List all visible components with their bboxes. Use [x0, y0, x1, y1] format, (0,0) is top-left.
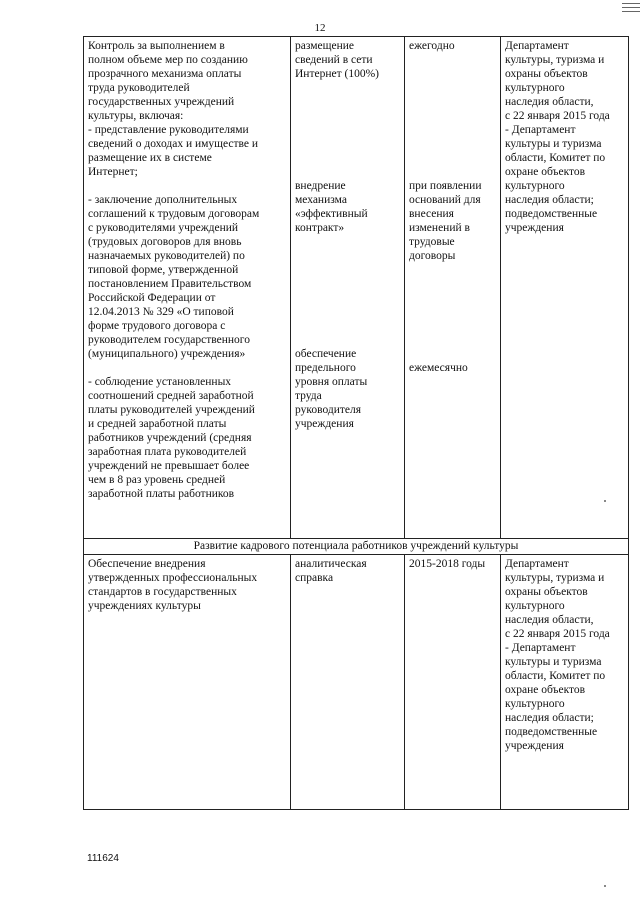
- cell-text-line: внедрение: [295, 180, 346, 192]
- cell-text-line: стандартов в государственных: [88, 586, 237, 598]
- cell-text-line: ежегодно: [409, 40, 455, 52]
- cell-text-line: культурного: [505, 180, 565, 192]
- cell-text-line: [409, 151, 497, 165]
- measure-cell: [84, 555, 291, 810]
- cell-text-line: [409, 277, 497, 291]
- cell-text-line: соотношений средней заработной: [88, 390, 254, 402]
- cell-text-line: культуры, туризма и: [505, 572, 605, 584]
- cell-text-line: назначаемых руководителей) по: [88, 250, 245, 262]
- cell-text-line: механизма: [295, 194, 347, 206]
- cell-text-line: [295, 277, 401, 291]
- document-serial-number: 111624: [87, 853, 119, 864]
- cell-text-line: Обеспечение внедрения: [88, 558, 206, 570]
- cell-text-line: Интернет (100%): [295, 68, 379, 80]
- cell-text-line: [295, 305, 401, 319]
- deadline-cell: [405, 555, 501, 810]
- cell-text-line: Российской Федерации от: [88, 292, 216, 304]
- cell-text-line: с руководителями учреждений: [88, 222, 239, 234]
- cell-text-line: руководителем государственного: [88, 334, 250, 346]
- cell-text-line: [295, 109, 401, 123]
- cell-text-line: области, Комитет по: [505, 152, 606, 164]
- cell-text-line: Департамент: [505, 558, 569, 570]
- cell-text-line: с 22 января 2015 года: [505, 110, 610, 122]
- cell-text-line: 2015-2018 годы: [409, 558, 486, 570]
- cell-text-line: наследия области,: [505, 614, 594, 626]
- table-row: [84, 555, 629, 810]
- cell-text-line: [295, 263, 401, 277]
- cell-text-line: руководителя: [295, 404, 362, 416]
- cell-text-line: предельного: [295, 362, 356, 374]
- cell-text-line: - Департамент: [505, 124, 576, 136]
- cell-text-line: [409, 165, 497, 179]
- cell-text-line: культурного: [505, 82, 565, 94]
- cell-text-line: при появлении: [409, 180, 482, 192]
- cell-text-line: размещение их в системе: [88, 152, 212, 164]
- scan-speck: [604, 885, 606, 887]
- cell-text-line: подведомственные: [505, 726, 598, 738]
- cell-text-line: учреждения: [505, 740, 564, 752]
- cell-text-line: охране объектов: [505, 166, 586, 178]
- cell-text-line: культурного: [505, 600, 565, 612]
- cell-text-line: платы руководителей учреждений: [88, 404, 255, 416]
- cell-text-line: Департамент: [505, 40, 569, 52]
- cell-text-line: ежемесячно: [409, 362, 468, 374]
- cell-text-line: - соблюдение установленных: [88, 376, 232, 388]
- cell-text-line: полном объеме мер по созданию: [88, 54, 248, 66]
- cell-text-line: [409, 305, 497, 319]
- cell-text-line: [295, 81, 401, 95]
- cell-text-line: (трудовых договоров для вновь: [88, 236, 242, 248]
- cell-text-line: учреждений не превышает более: [88, 460, 250, 472]
- cell-text-line: [409, 109, 497, 123]
- cell-text-line: [295, 319, 401, 333]
- cell-text-line: справка: [295, 572, 334, 584]
- cell-text-line: соглашений к трудовым договорам: [88, 208, 260, 220]
- responsible-cell: [501, 37, 629, 539]
- cell-text-line: аналитическая: [295, 558, 367, 570]
- cell-text-line: наследия области;: [505, 194, 594, 206]
- cell-text-line: охраны объектов: [505, 586, 588, 598]
- cell-text-line: [409, 333, 497, 347]
- cell-text-line: работников учреждений (средняя: [88, 432, 252, 444]
- cell-text-line: утвержденных профессиональных: [88, 572, 258, 584]
- cell-text-line: [88, 179, 287, 193]
- cell-text-line: 12.04.2013 № 329 «О типовой: [88, 306, 234, 318]
- section-row: [84, 539, 629, 555]
- cell-text-line: [295, 165, 401, 179]
- cell-text-line: - представление руководителями: [88, 124, 249, 136]
- cell-text-line: заработной платы работников: [88, 488, 235, 500]
- cell-text-line: чем в 8 раз уровень средней: [88, 474, 226, 486]
- measure-cell: [84, 37, 291, 539]
- cell-text-line: уровня оплаты: [295, 376, 368, 388]
- indicator-cell: [291, 37, 405, 539]
- cell-text-line: наследия области;: [505, 712, 594, 724]
- section-title: Развитие кадрового потенциала работников учреждений культуры: [84, 539, 629, 555]
- cell-text-line: [409, 81, 497, 95]
- cell-text-line: (муниципального) учреждения»: [88, 348, 246, 360]
- cell-text-line: культуры и туризма: [505, 656, 602, 668]
- cell-text-line: [295, 291, 401, 305]
- cell-text-line: культуры, включая:: [88, 110, 184, 122]
- cell-text-line: внесения: [409, 208, 454, 220]
- cell-text-line: контракт»: [295, 222, 345, 234]
- cell-text-line: [409, 291, 497, 305]
- cell-text-line: [295, 123, 401, 137]
- cell-text-line: «эффективный: [295, 208, 368, 220]
- table-row: [84, 37, 629, 539]
- cell-text-line: Контроль за выполнением в: [88, 40, 225, 52]
- cell-text-line: учреждения: [505, 222, 564, 234]
- cell-text-line: труда: [295, 390, 322, 402]
- deadline-cell: [405, 37, 501, 539]
- page-number: 12: [314, 22, 326, 34]
- cell-text-line: форме трудового договора с: [88, 320, 226, 332]
- cell-text-line: [295, 137, 401, 151]
- cell-text-line: изменений в: [409, 222, 470, 234]
- cell-text-line: [295, 151, 401, 165]
- cell-text-line: [409, 319, 497, 333]
- cell-text-line: [409, 95, 497, 109]
- cell-text-line: - заключение дополнительных: [88, 194, 238, 206]
- indicator-cell: [291, 555, 405, 810]
- cell-text-line: [409, 263, 497, 277]
- measures-table: [83, 36, 629, 810]
- cell-text-line: [409, 347, 497, 361]
- cell-text-line: [409, 53, 497, 67]
- cell-text-line: прозрачного механизма оплаты: [88, 68, 242, 80]
- cell-text-line: культуры и туризма: [505, 138, 602, 150]
- cell-text-line: и средней заработной платы: [88, 418, 227, 430]
- cell-text-line: сведений о доходах и имуществе и: [88, 138, 259, 150]
- scan-corner-mark: [622, 0, 640, 22]
- cell-text-line: с 22 января 2015 года: [505, 628, 610, 640]
- cell-text-line: [295, 95, 401, 109]
- cell-text-line: обеспечение: [295, 348, 357, 360]
- cell-text-line: учреждениях культуры: [88, 600, 201, 612]
- cell-text-line: оснований для: [409, 194, 481, 206]
- responsible-cell: [501, 555, 629, 810]
- cell-text-line: размещение: [295, 40, 354, 52]
- cell-text-line: типовой форме, утвержденной: [88, 264, 239, 276]
- cell-text-line: - Департамент: [505, 642, 576, 654]
- cell-text-line: заработная плата руководителей: [88, 446, 247, 458]
- cell-text-line: подведомственные: [505, 208, 598, 220]
- cell-text-line: охраны объектов: [505, 68, 588, 80]
- cell-text-line: [295, 235, 401, 249]
- cell-text-line: труда руководителей: [88, 82, 190, 94]
- cell-text-line: [409, 67, 497, 81]
- cell-text-line: охране объектов: [505, 684, 586, 696]
- cell-text-line: Интернет;: [88, 166, 138, 178]
- cell-text-line: культурного: [505, 698, 565, 710]
- cell-text-line: [88, 361, 287, 375]
- cell-text-line: сведений в сети: [295, 54, 373, 66]
- cell-text-line: области, Комитет по: [505, 670, 606, 682]
- cell-text-line: [295, 249, 401, 263]
- cell-text-line: [295, 333, 401, 347]
- cell-text-line: учреждения: [295, 418, 354, 430]
- cell-text-line: трудовые: [409, 236, 455, 248]
- cell-text-line: договоры: [409, 250, 456, 262]
- cell-text-line: государственных учреждений: [88, 96, 235, 108]
- cell-text-line: [409, 137, 497, 151]
- cell-text-line: наследия области,: [505, 96, 594, 108]
- cell-text-line: культуры, туризма и: [505, 54, 605, 66]
- cell-text-line: [409, 123, 497, 137]
- cell-text-line: постановлением Правительством: [88, 278, 252, 290]
